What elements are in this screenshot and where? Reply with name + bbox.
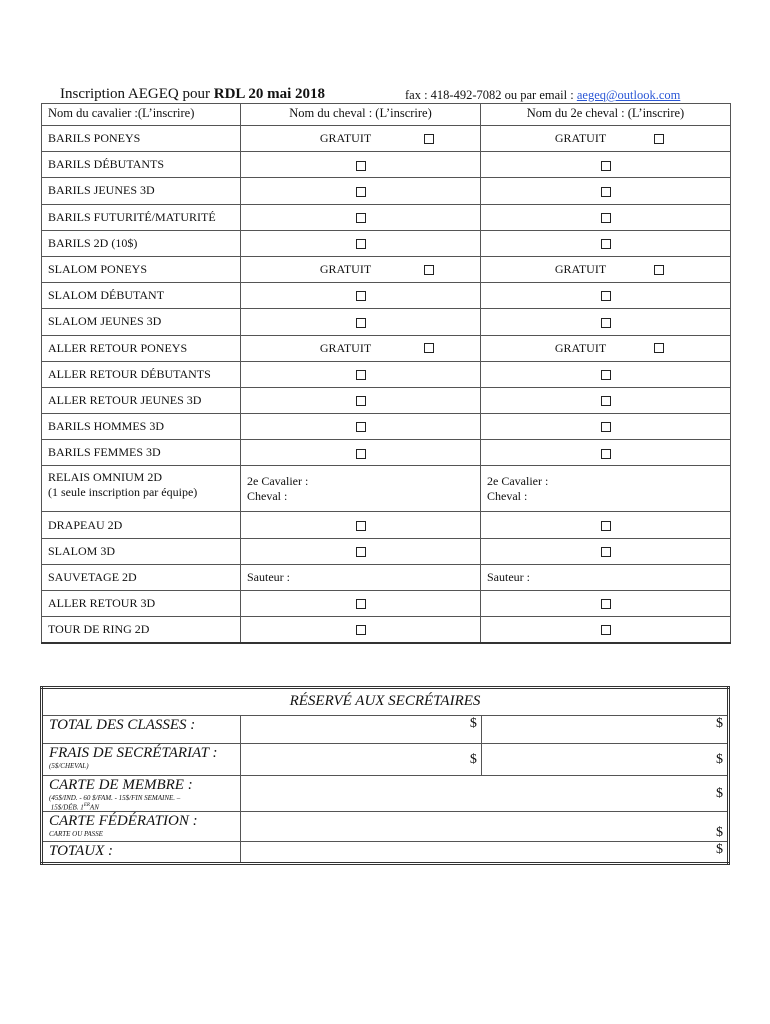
class-row (42, 178, 731, 204)
class-row (42, 466, 731, 512)
frais-amount-1[interactable]: $ (469, 751, 477, 767)
carte-membre-note: (45$/IND. - 60 $/FAM. - 15$/FIN SEMAINE. – 15$/DÉB. 1ERAN (49, 794, 181, 812)
total-classes-amount-2[interactable]: $ (716, 716, 723, 731)
class-label-slalom-debutant: SLALOM DÉBUTANT (42, 283, 241, 309)
class-label-drapeau-2d: DRAPEAU 2D (42, 512, 241, 538)
class-label-aller-retour-debutants: ALLER RETOUR DÉBUTANTS (42, 361, 241, 387)
total-classes-label: TOTAL DES CLASSES : (49, 717, 196, 733)
checkbox[interactable] (356, 213, 366, 223)
horse2-aller-retour-debutants (481, 361, 731, 387)
horse1-tour-de-ring-2d (241, 617, 481, 643)
carte-federation-row (42, 812, 729, 842)
checkbox[interactable] (601, 396, 611, 406)
horse2-aller-retour-jeunes-3d (481, 387, 731, 413)
checkbox[interactable] (356, 161, 366, 171)
class-label-aller-retour-3d: ALLER RETOUR 3D (42, 591, 241, 617)
form-title (60, 86, 325, 103)
sauteur-field[interactable]: Sauteur : (247, 569, 290, 584)
horse2-aller-retour-3d (481, 591, 731, 617)
gratuit-label: GRATUIT (554, 131, 607, 146)
class-row (42, 230, 731, 256)
horse1-barils-hommes-3d (241, 414, 481, 440)
horse2-relais-omnium-2d (481, 466, 731, 512)
checkbox[interactable] (601, 599, 611, 609)
frais-note: (5$/CHEVAL) (49, 762, 89, 770)
checkbox[interactable] (356, 291, 366, 301)
class-row (42, 309, 731, 335)
class-label-tour-de-ring-2d: TOUR DE RING 2D (42, 617, 241, 643)
checkbox[interactable] (356, 521, 366, 531)
class-label-relais-omnium-2d: RELAIS OMNIUM 2D (1 seule inscription par équipe) (42, 466, 241, 512)
horse1-slalom-debutant (241, 283, 481, 309)
class-row (42, 361, 731, 387)
horse2-barils-jeunes-3d (481, 178, 731, 204)
email-link[interactable]: aegeq@outlook.com (576, 88, 681, 102)
checkbox[interactable] (654, 134, 664, 144)
gratuit-label: GRATUIT (554, 262, 607, 277)
checkbox[interactable] (601, 318, 611, 328)
event-name: RDL 20 mai 2018 (213, 86, 325, 102)
class-label-slalom-3d: SLALOM 3D (42, 538, 241, 564)
title-prefix: Inscription AEGEQ pour (60, 86, 210, 102)
checkbox[interactable] (601, 291, 611, 301)
class-label-barils-futurite-maturite: BARILS FUTURITÉ/MATURITÉ (42, 204, 241, 230)
gratuit-label: GRATUIT (319, 340, 372, 355)
sauteur-field[interactable]: Sauteur : (487, 569, 530, 584)
horse2-sauvetage-2d (481, 564, 731, 590)
gratuit-label: GRATUIT (319, 262, 372, 277)
class-row (42, 126, 731, 152)
class-row (42, 335, 731, 361)
horse2-barils-femmes-3d (481, 440, 731, 466)
horse1-aller-retour-poneys (241, 335, 481, 361)
class-row (42, 256, 731, 282)
class-label-barils-hommes-3d: BARILS HOMMES 3D (42, 414, 241, 440)
horse1-barils-poneys (241, 126, 481, 152)
checkbox[interactable] (356, 625, 366, 635)
contact-text: fax : 418-492-7082 ou par email : (405, 88, 574, 102)
secretariat-table (40, 686, 730, 865)
class-row (42, 387, 731, 413)
totaux-amount[interactable]: $ (716, 842, 723, 858)
class-row (42, 617, 731, 643)
contact-info (405, 88, 680, 103)
horse1-barils-jeunes-3d (241, 178, 481, 204)
checkbox[interactable] (356, 187, 366, 197)
totaux-row (42, 842, 729, 864)
carte-membre-label: CARTE DE MEMBRE : (49, 777, 193, 793)
horse1-sauvetage-2d (241, 564, 481, 590)
carte-membre-row (42, 776, 729, 812)
checkbox[interactable] (356, 449, 366, 459)
totaux-label: TOTAUX : (49, 843, 114, 860)
checkbox[interactable] (601, 187, 611, 197)
table-header-row (42, 104, 731, 126)
class-label-barils-femmes-3d: BARILS FEMMES 3D (42, 440, 241, 466)
horse2-aller-retour-poneys (481, 335, 731, 361)
checkbox[interactable] (356, 239, 366, 249)
checkbox[interactable] (601, 213, 611, 223)
registration-table (41, 103, 731, 644)
horse2-slalom-jeunes-3d (481, 309, 731, 335)
checkbox[interactable] (601, 422, 611, 432)
class-label-barils-poneys: BARILS PONEYS (42, 126, 241, 152)
horse1-barils-futurite-maturite (241, 204, 481, 230)
class-row (42, 564, 731, 590)
horse2-name-header[interactable]: Nom du 2e cheval : (L’inscrire) (481, 104, 731, 126)
class-label-aller-retour-poneys: ALLER RETOUR PONEYS (42, 335, 241, 361)
class-row (42, 414, 731, 440)
frais-amount-2[interactable]: $ (716, 751, 723, 767)
horse1-relais-omnium-2d (241, 466, 481, 512)
horse1-slalom-poneys (241, 256, 481, 282)
secretariat-title: RÉSERVÉ AUX SECRÉTAIRES (42, 688, 729, 716)
second-rider-field[interactable]: 2e Cavalier : (487, 474, 549, 489)
horse2-slalom-debutant (481, 283, 731, 309)
checkbox[interactable] (356, 318, 366, 328)
checkbox[interactable] (601, 521, 611, 531)
class-row (42, 538, 731, 564)
checkbox[interactable] (424, 343, 434, 353)
horse2-slalom-3d (481, 538, 731, 564)
checkbox[interactable] (601, 370, 611, 380)
horse1-aller-retour-debutants (241, 361, 481, 387)
total-classes-row (42, 716, 729, 744)
carte-federation-amount[interactable]: $ (716, 825, 723, 841)
carte-membre-amount[interactable]: $ (716, 785, 723, 801)
carte-federation-label: CARTE FÉDÉRATION : (49, 813, 198, 830)
class-row (42, 591, 731, 617)
checkbox[interactable] (654, 343, 664, 353)
class-row (42, 440, 731, 466)
horse-name-header[interactable]: Nom du cheval : (L’inscrire) (241, 104, 481, 126)
class-label-sauvetage-2d: SAUVETAGE 2D (42, 564, 241, 590)
checkbox[interactable] (356, 599, 366, 609)
class-label-barils-jeunes-3d: BARILS JEUNES 3D (42, 178, 241, 204)
gratuit-label: GRATUIT (319, 131, 372, 146)
checkbox[interactable] (601, 449, 611, 459)
class-row (42, 204, 731, 230)
class-label-slalom-jeunes-3d: SLALOM JEUNES 3D (42, 309, 241, 335)
horse2-barils-poneys (481, 126, 731, 152)
horse2-barils-hommes-3d (481, 414, 731, 440)
checkbox[interactable] (601, 625, 611, 635)
checkbox[interactable] (356, 547, 366, 557)
frais-label: FRAIS DE SECRÉTARIAT : (49, 745, 218, 761)
horse1-aller-retour-3d (241, 591, 481, 617)
class-row (42, 512, 731, 538)
checkbox[interactable] (654, 265, 664, 275)
horse1-slalom-3d (241, 538, 481, 564)
class-row (42, 152, 731, 178)
total-classes-amount-1[interactable]: $ (469, 716, 477, 731)
checkbox[interactable] (601, 547, 611, 557)
checkbox[interactable] (601, 161, 611, 171)
horse1-barils-femmes-3d (241, 440, 481, 466)
class-label-barils-debutants: BARILS DÉBUTANTS (42, 152, 241, 178)
class-row (42, 283, 731, 309)
horse2-barils-futurite-maturite (481, 204, 731, 230)
checkbox[interactable] (424, 265, 434, 275)
rider-name-header[interactable]: Nom du cavalier :(L’inscrire) (42, 104, 241, 126)
horse1-drapeau-2d (241, 512, 481, 538)
checkbox[interactable] (356, 370, 366, 380)
class-label-aller-retour-jeunes-3d: ALLER RETOUR JEUNES 3D (42, 387, 241, 413)
horse1-barils-debutants (241, 152, 481, 178)
horse2-barils-debutants (481, 152, 731, 178)
gratuit-label: GRATUIT (554, 340, 607, 355)
checkbox[interactable] (356, 396, 366, 406)
horse2-barils-2d-10 (481, 230, 731, 256)
second-horse-field[interactable]: Cheval : (487, 489, 528, 504)
horse2-drapeau-2d (481, 512, 731, 538)
checkbox[interactable] (424, 134, 434, 144)
checkbox[interactable] (601, 239, 611, 249)
second-rider-field[interactable]: 2e Cavalier : (247, 474, 309, 489)
second-horse-field[interactable]: Cheval : (247, 489, 288, 504)
class-label-barils-2d-10: BARILS 2D (10$) (42, 230, 241, 256)
horse2-slalom-poneys (481, 256, 731, 282)
horse2-tour-de-ring-2d (481, 617, 731, 643)
horse1-barils-2d-10 (241, 230, 481, 256)
carte-federation-note: CARTE OU PASSE (49, 830, 103, 839)
class-label-slalom-poneys: SLALOM PONEYS (42, 256, 241, 282)
horse1-slalom-jeunes-3d (241, 309, 481, 335)
checkbox[interactable] (356, 422, 366, 432)
frais-row (42, 744, 729, 776)
horse1-aller-retour-jeunes-3d (241, 387, 481, 413)
